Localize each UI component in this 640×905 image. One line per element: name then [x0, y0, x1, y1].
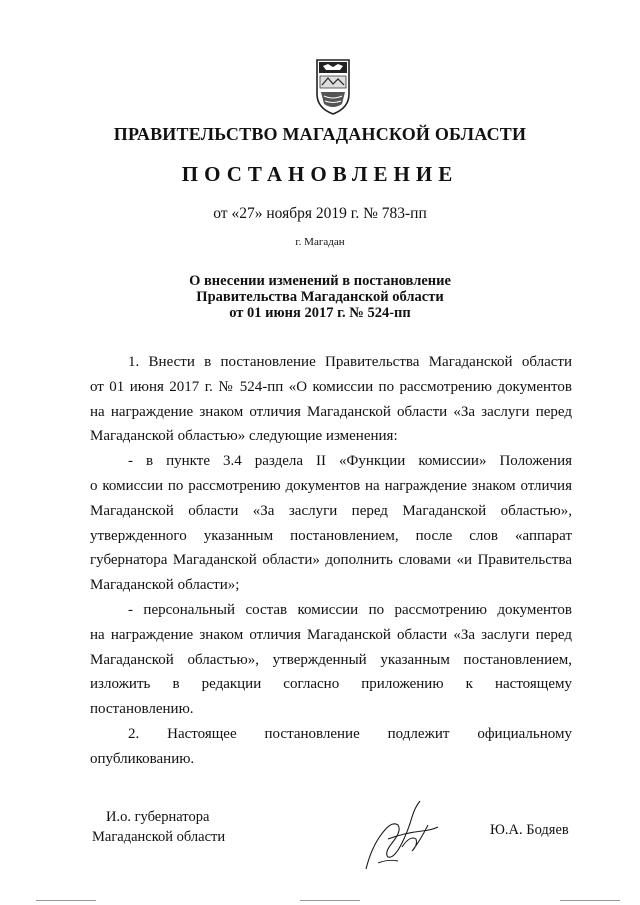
body-line: Магаданской области»; [90, 577, 240, 594]
body-line: Магаданской области «За заслуги перед Магаданской областью», [90, 502, 572, 519]
body-line: - персональный состав комиссии по рассмотрению документов [128, 601, 572, 618]
body-line: утвержденного указанным постановлением, после слов «аппарат [90, 527, 572, 544]
document-subject [0, 273, 640, 321]
subject-line: от 01 июня 2017 г. № 524-пп [229, 305, 411, 321]
signatory-position-line: И.о. губернатора [106, 809, 210, 825]
signatory-position [92, 807, 225, 847]
footer-divider [36, 900, 96, 901]
signatory-position-line: Магаданской области [92, 829, 226, 845]
body-line: о комиссии по рассмотрению документов на награждение знаком отличия [90, 477, 572, 494]
organization-title: ПРАВИТЕЛЬСТВО МАГАДАНСКОЙ ОБЛАСТИ [113, 124, 527, 144]
body-line: от 01 июня 2017 г. № 524-пп «О комиссии по рассмотрению документов [90, 378, 572, 395]
document-date-number: от «27» ноября 2019 г. № 783-пп [213, 205, 427, 222]
body-line: постановлению. [90, 701, 194, 718]
body-line: 1. Внести в постановление Правительства Магаданской области [128, 354, 572, 370]
footer-divider [560, 900, 620, 901]
subject-line: Правительства Магаданской области [196, 289, 444, 305]
body-line: 2. Настоящее постановление подлежит официальному [128, 725, 572, 742]
body-line: - в пункте 3.4 раздела II «Функции комиссии» Положения [128, 453, 572, 470]
body-line: губернатора Магаданской области» дополнить словами «и Правительства [90, 552, 572, 569]
subject-line: О внесении изменений в постановление [189, 273, 451, 289]
footer-divider [300, 900, 360, 901]
document-type-title: ПОСТАНОВЛЕНИЕ [181, 162, 459, 186]
body-line: на награждение знаком отличия Магаданской области «За заслуги перед [90, 403, 572, 420]
signatory-name: Ю.А. Бодяев [490, 822, 569, 838]
document-body [90, 350, 572, 772]
body-line: Магаданской областью», утвержденный указанным постановлением, [90, 651, 572, 668]
body-line: опубликованию. [90, 750, 195, 767]
body-line: на награждение знаком отличия Магаданской области «За заслуги перед [90, 626, 572, 643]
body-line: Магаданской областью» следующие изменения: [90, 428, 398, 445]
body-line: изложить в редакции согласно приложению к настоящему [90, 676, 572, 693]
coat-of-arms-icon [314, 58, 352, 116]
handwritten-signature [358, 795, 442, 875]
city-label: г. Магадан [295, 236, 345, 248]
